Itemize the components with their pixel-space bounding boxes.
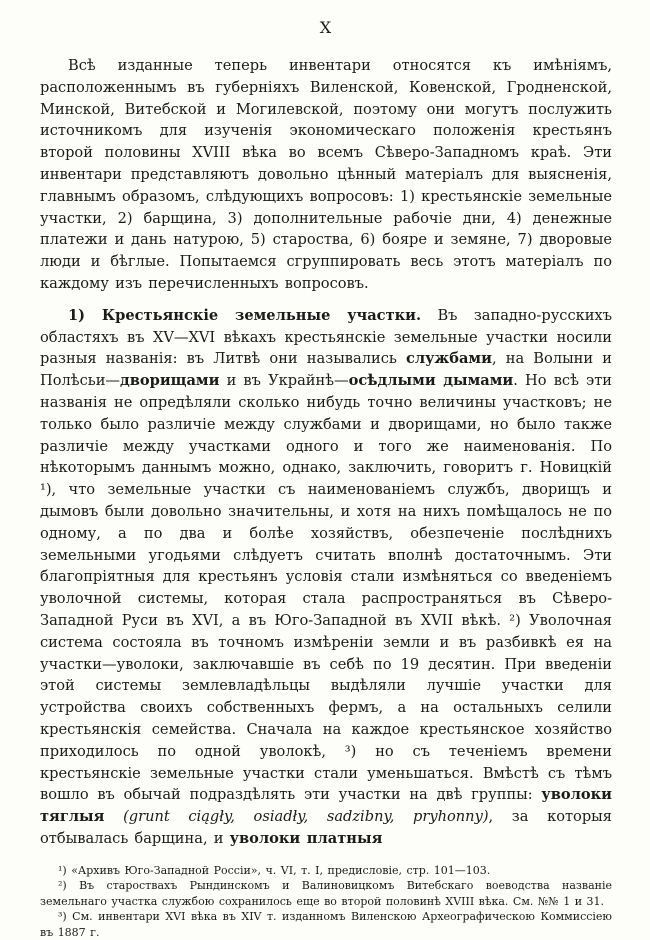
text-segment: ²) Въ староствахъ Рындинскомъ и Валиновицкомъ Витебскаго воеводства названіе земельнаго участка службою сохранилось еще во второй половинѣ XVIII вѣка. См. №№ 1 и 31. <box>40 879 612 908</box>
text-segment: , на Волыни и Полѣсьи— <box>40 350 612 390</box>
text-segment: уволоки тяглыя <box>40 786 612 826</box>
text-segment: дворищами <box>120 372 220 390</box>
main-text <box>40 55 612 850</box>
text-segment: ¹) «Архивъ Юго-Западной Россіи», ч. VI, т. I, предисловіе, стр. 101—103. <box>58 863 491 877</box>
text-segment: . Но всѣ эти названія не опредѣляли сколько нибудь точно величины участковъ; не только было различіе между службами и дворищами, но было также различіе между участками одного и того же наименованія. По нѣкоторымъ даннымъ можно, однако, заключить, говоритъ г. Новицкій ¹), что земельные участки съ наименованіемъ службъ, дворищъ и дымовъ были довольно значительны, и хотя на нихъ помѣщалось не по одному, а по два и болѣе хозяйствъ, обезпеченіе послѣднихъ земельными угодьями слѣдуетъ считать вполнѣ достаточнымъ. Эти благопріятныя для крестьянъ условія стали измѣняться со введеніемъ уволочной системы, которая стала распространяться въ Сѣверо-Западной Руси въ XVI, а въ Юго-Западной въ XVII вѣкѣ. ²) Уволочная система состояла въ точномъ измѣреніи земли и въ разбивкѣ ея на участки—уволоки, заключавшіе въ себѣ по 19 десятин. При введеніи этой системы землевладѣльцы выдѣляли лучшіе участки для устройства своихъ собственныхъ фермъ, а на остальныхъ селили крестьянскія семейства. Сначала на каждое крестьянское хозяйство приходилось по одной уволокѣ, ³) но съ теченіемъ времени крестьянскіе земельные участки стали уменьшаться. Вмѣстѣ съ тѣмъ вошло въ обычай подраздѣлять эти участки на двѣ группы: <box>40 372 612 804</box>
text-segment: уволоки платныя <box>229 829 383 847</box>
text-segment: 1) Крестьянскіе земельные участки. <box>68 306 422 324</box>
text-segment: Въ западно-русскихъ областяхъ въ XV—XVI вѣкахъ крестьянскіе земельные участки носили разныя названія: въ Литвѣ они назывались <box>40 306 612 368</box>
text-segment: осѣдлыми дымами <box>348 372 514 390</box>
text-segment: , за которыя отбывалась барщина, и <box>40 808 612 847</box>
text-segment: и въ Украйнѣ— <box>219 372 349 390</box>
text-segment: (grunt ciągły, osiadły, sadzibny, pryhonny) <box>104 808 489 826</box>
footnote-2 <box>40 878 612 909</box>
footnote-1 <box>40 863 612 879</box>
text-segment: ³) См. инвентари XVI вѣка въ XIV т. изданномъ Виленскою Археографическою Коммиссіею въ 1887 г. <box>40 910 612 939</box>
paragraph-intro <box>40 55 612 295</box>
footnotes-block <box>40 863 612 940</box>
page-number: X <box>319 18 333 37</box>
text-segment: службами <box>405 350 492 368</box>
text-segment: Всѣ изданные теперь инвентари относятся къ имѣніямъ, расположеннымъ въ губерніяхъ Виленской, Ковенской, Гродненской, Минской, Витебской и Могилевской, поэтому они могутъ послужить источникомъ для изученія экономическаго положенія крестьянъ второй половины XVIII вѣка во всемъ Сѣверо-Западномъ краѣ. Эти инвентари представляютъ довольно цѣнный матеріалъ для выясненія, главнымъ образомъ, слѣдующихъ вопросовъ: 1) крестьянскіе земельные участки, 2) барщина, 3) дополнительные рабочіе дни, 4) денежные платежи и дань натурою, 5) староства, 6) бояре и земяне, 7) дворовые люди и бѣглые. Попытаемся сгруппировать весь этотъ матеріалъ по каждому изъ перечисленныхъ вопросовъ. <box>40 57 612 292</box>
paragraph-land-plots <box>40 305 612 850</box>
footnote-3 <box>40 909 612 940</box>
